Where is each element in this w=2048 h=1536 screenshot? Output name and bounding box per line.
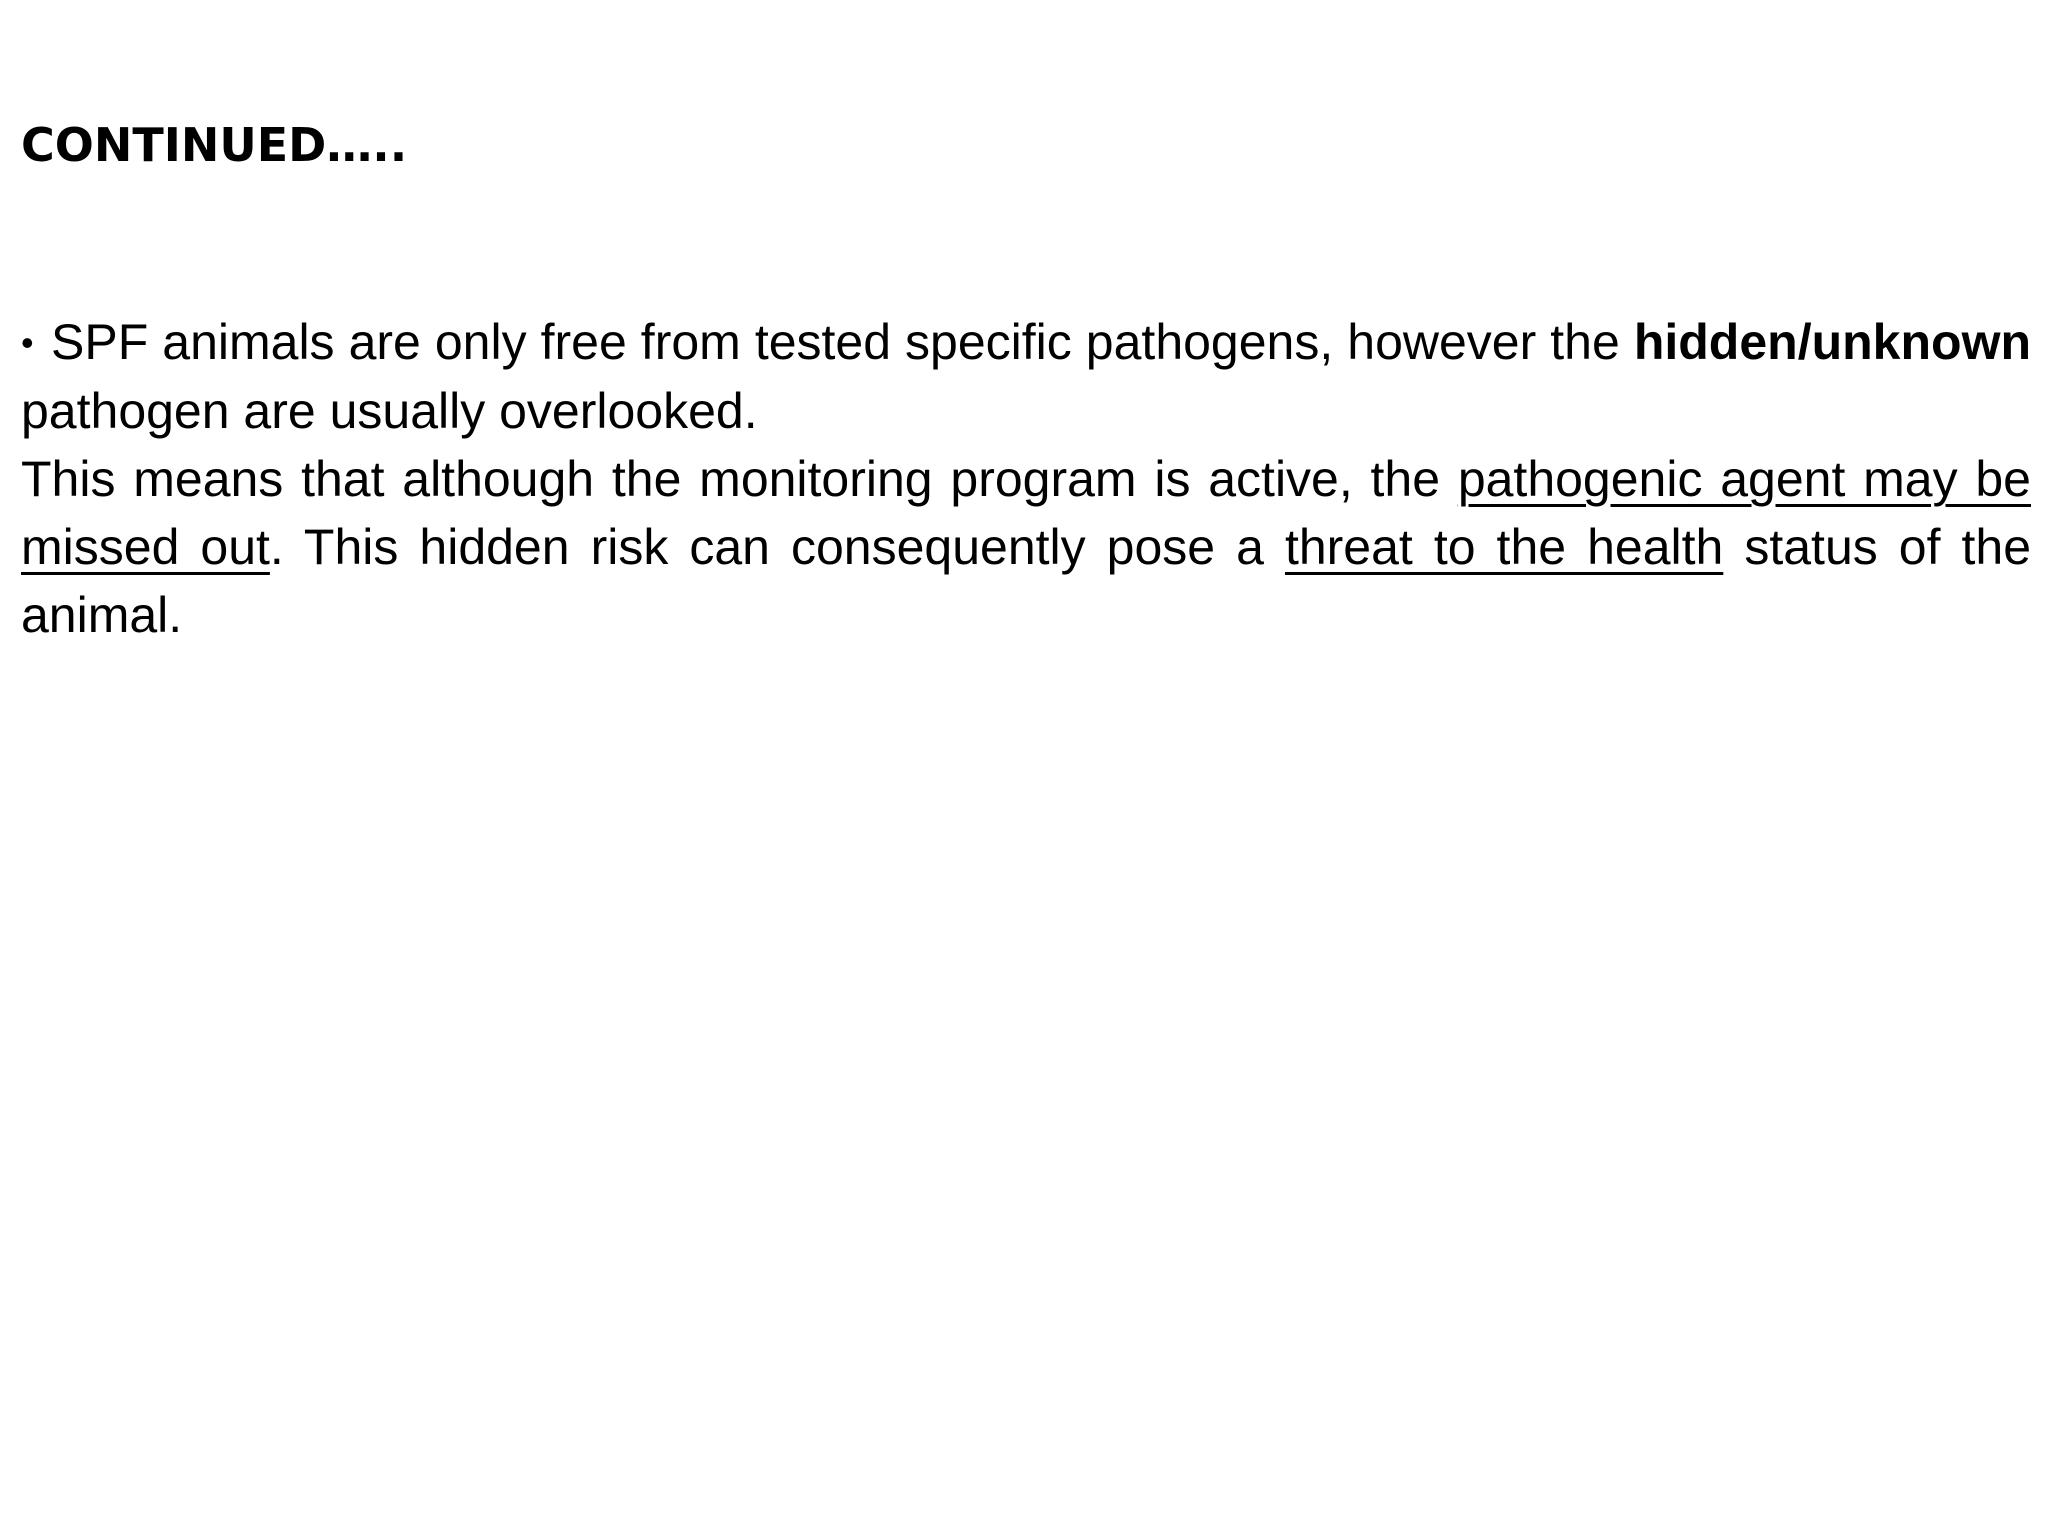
- paragraph2-underlined-phrase-2: threat to the health: [1284, 519, 1724, 575]
- paragraph2-underlined-phrase-1: pathogenic agent may be missed out: [21, 451, 2031, 575]
- paragraph2-text-end: status of the animal.: [21, 519, 2032, 643]
- paragraph1-text-end: pathogen are usually overlooked.: [21, 383, 758, 439]
- paragraph1-bold-phrase: hidden/unknown: [1633, 314, 2031, 370]
- paragraph2-text-start: This means that although the monitoring program is active, the: [21, 451, 1458, 507]
- continuation-paragraph: [21, 445, 2031, 649]
- paragraph2-text-middle: . This hidden risk can consequently pose a: [269, 519, 1285, 575]
- paragraph1-text-start: SPF animals are only free from tested specific pathogens, however the: [51, 314, 1634, 370]
- bullet-icon: •: [21, 322, 34, 363]
- bullet-paragraph: [21, 308, 2031, 445]
- slide-heading: CONTINUED…..: [21, 118, 408, 172]
- slide-body: [21, 308, 2031, 649]
